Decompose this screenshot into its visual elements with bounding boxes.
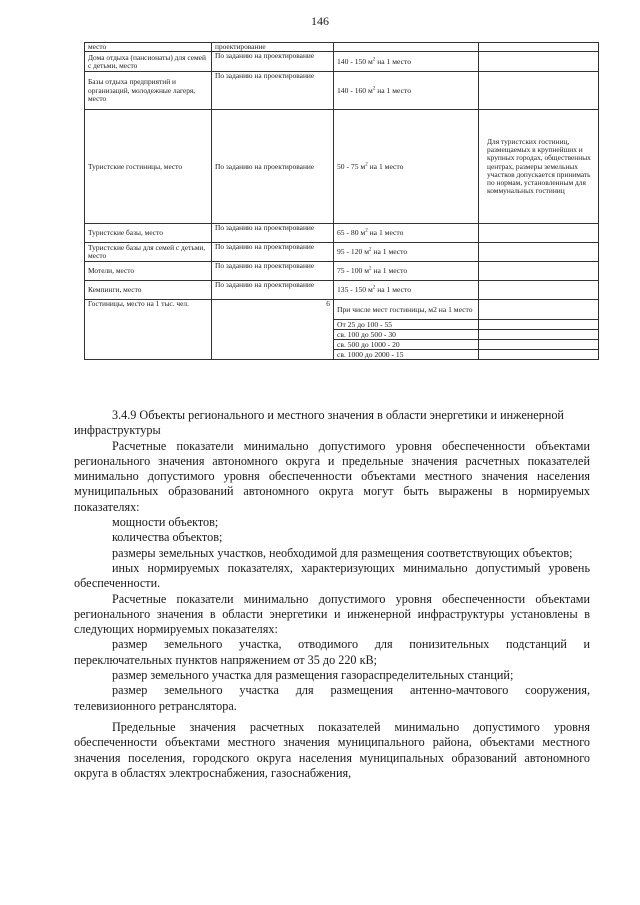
note-cell bbox=[479, 243, 599, 262]
norm-value: 75 - 100 м bbox=[337, 266, 370, 276]
paragraph: Расчетные показатели минимально допустимого уровня обеспеченности объектами регионального значения автономного округа и предельные значения расчетных показателей минимально допустимого уровня обеспеченности объектами местного значения населения муниципальных образований автономного округа могут быть выражены в нормируемых показателях: bbox=[74, 438, 590, 514]
norm-range-cell: св. 500 до 1000 - 20 bbox=[334, 340, 479, 350]
list-item: размер земельного участка, отводимого для понизительных подстанций и переключательных пунктов напряжением от 35 до 220 кВ; bbox=[74, 637, 590, 667]
paragraph: Расчетные показатели минимально допустимого уровня обеспеченности объектами регионального значения в области энергетики и инженерной инфраструктуры установлены в следующих нормируемых показателях: bbox=[74, 591, 590, 637]
table-row bbox=[85, 43, 599, 52]
table-row bbox=[85, 110, 599, 224]
list-item: количества объектов; bbox=[112, 530, 223, 545]
basis-cell: По заданию на проектирование bbox=[212, 281, 334, 300]
norm-exponent: 2 bbox=[369, 266, 372, 272]
norm-value: 135 - 150 м bbox=[337, 285, 373, 295]
norm-exponent: 2 bbox=[372, 285, 376, 291]
basis-cell: По заданию на проектирование bbox=[212, 52, 334, 72]
body-text bbox=[74, 408, 590, 781]
note-cell bbox=[479, 281, 599, 300]
note-cell bbox=[479, 350, 599, 360]
norm-cell bbox=[334, 43, 479, 52]
section-heading: 3.4.9 Объекты регионального и местного значения в области энергетики и инженерной инфраструктуры bbox=[74, 408, 564, 438]
object-name-cell: место bbox=[85, 43, 212, 52]
norm-cell bbox=[334, 52, 479, 72]
norm-exponent: 2 bbox=[365, 162, 368, 168]
list-item: размер земельного участка для размещения газораспределительных станций; bbox=[112, 668, 514, 683]
note-cell bbox=[479, 72, 599, 110]
note-cell bbox=[479, 52, 599, 72]
norm-range-cell: От 25 до 100 - 55 bbox=[334, 320, 479, 330]
object-name-cell: Мотели, место bbox=[85, 262, 212, 281]
note-cell bbox=[479, 300, 599, 320]
norm-unit: на 1 место bbox=[371, 247, 408, 257]
page-number: 146 bbox=[311, 14, 329, 28]
basis-cell: По заданию на проектирование bbox=[212, 243, 334, 262]
object-name-cell: Туристские базы, место bbox=[85, 224, 212, 243]
norm-exponent: 2 bbox=[372, 86, 376, 92]
norm-value: 65 - 80 м bbox=[337, 228, 366, 238]
norm-cell bbox=[334, 72, 479, 110]
object-name-cell: Базы отдыха предприятий и организаций, молодежные лагеря, место bbox=[85, 72, 212, 110]
basis-cell: По заданию на проектирование bbox=[212, 224, 334, 243]
basis-cell: проектирование bbox=[212, 43, 334, 52]
norm-value: 95 - 120 м bbox=[337, 247, 370, 257]
norm-exponent: 2 bbox=[365, 228, 368, 234]
table-row bbox=[85, 243, 599, 262]
norm-cell bbox=[334, 243, 479, 262]
table-row bbox=[85, 281, 599, 300]
norm-unit: на 1 место bbox=[375, 285, 411, 295]
note-cell bbox=[479, 330, 599, 340]
note-cell bbox=[479, 320, 599, 330]
list-item: мощности объектов; bbox=[112, 515, 219, 530]
norm-cell bbox=[334, 110, 479, 224]
list-item: размеры земельных участков, необходимой для размещения соответствующих объектов; bbox=[112, 545, 573, 560]
norm-exponent: 2 bbox=[372, 57, 376, 63]
norm-range-cell: св. 100 до 500 - 30 bbox=[334, 330, 479, 340]
norm-exponent: 2 bbox=[369, 247, 372, 253]
object-name-cell: Гостиницы, место на 1 тыс. чел. bbox=[85, 300, 212, 360]
norm-value: 140 - 150 м bbox=[337, 56, 373, 66]
basis-cell: По заданию на проектирование bbox=[212, 110, 334, 224]
norm-value: 50 - 75 м bbox=[337, 161, 366, 171]
table-row bbox=[85, 72, 599, 110]
basis-cell: По заданию на проектирование bbox=[212, 262, 334, 281]
note-cell bbox=[479, 262, 599, 281]
note-cell: Для туристских гостиниц, размещаемых в крупнейших и крупных городах, общественных центрах, размеры земельных участков допускается принимать по нормам, установленным для коммунальных гостиниц bbox=[479, 110, 599, 224]
norm-unit: на 1 место bbox=[367, 228, 404, 238]
note-cell bbox=[479, 224, 599, 243]
norm-unit: на 1 место bbox=[375, 56, 411, 66]
norm-unit: на 1 место bbox=[367, 161, 404, 171]
table-row bbox=[85, 262, 599, 281]
norm-cell bbox=[334, 281, 479, 300]
norm-unit: на 1 место bbox=[375, 85, 411, 95]
norm-cell bbox=[334, 262, 479, 281]
basis-cell: По заданию на проектирование bbox=[212, 72, 334, 110]
note-cell bbox=[479, 43, 599, 52]
paragraph: Предельные значения расчетных показателей минимально допустимого уровня обеспеченности объектами местного значения муниципального района, объектами местного значения поселения, городского округа населения муниципальных образований автономного округа в областях электроснабжения, газоснабжения, bbox=[74, 719, 590, 780]
list-item: иных нормируемых показателях, характеризующих минимально допустимый уровень обеспеченности. bbox=[74, 560, 590, 591]
norm-range-cell: св. 1000 до 2000 - 15 bbox=[334, 350, 479, 360]
norms-table bbox=[84, 42, 599, 360]
norm-unit: на 1 место bbox=[371, 266, 408, 276]
table-row bbox=[85, 52, 599, 72]
object-name-cell: Кемпинги, место bbox=[85, 281, 212, 300]
note-cell bbox=[479, 340, 599, 350]
object-name-cell: Дома отдыха (пансионаты) для семей с детьми, место bbox=[85, 52, 212, 72]
norm-header-cell: При числе мест гостиницы, м2 на 1 место bbox=[334, 300, 479, 320]
hotel-value-cell: 6 bbox=[212, 300, 334, 360]
table-row bbox=[85, 300, 599, 320]
table-row bbox=[85, 224, 599, 243]
norm-cell bbox=[334, 224, 479, 243]
list-item: размер земельного участка для размещения антенно-мачтового сооружения, телевизионного ретранслятора. bbox=[74, 683, 590, 713]
object-name-cell: Туристские базы для семей с детьми, место bbox=[85, 243, 212, 262]
norm-value: 140 - 160 м bbox=[337, 85, 373, 95]
object-name-cell: Туристские гостиницы, место bbox=[85, 110, 212, 224]
